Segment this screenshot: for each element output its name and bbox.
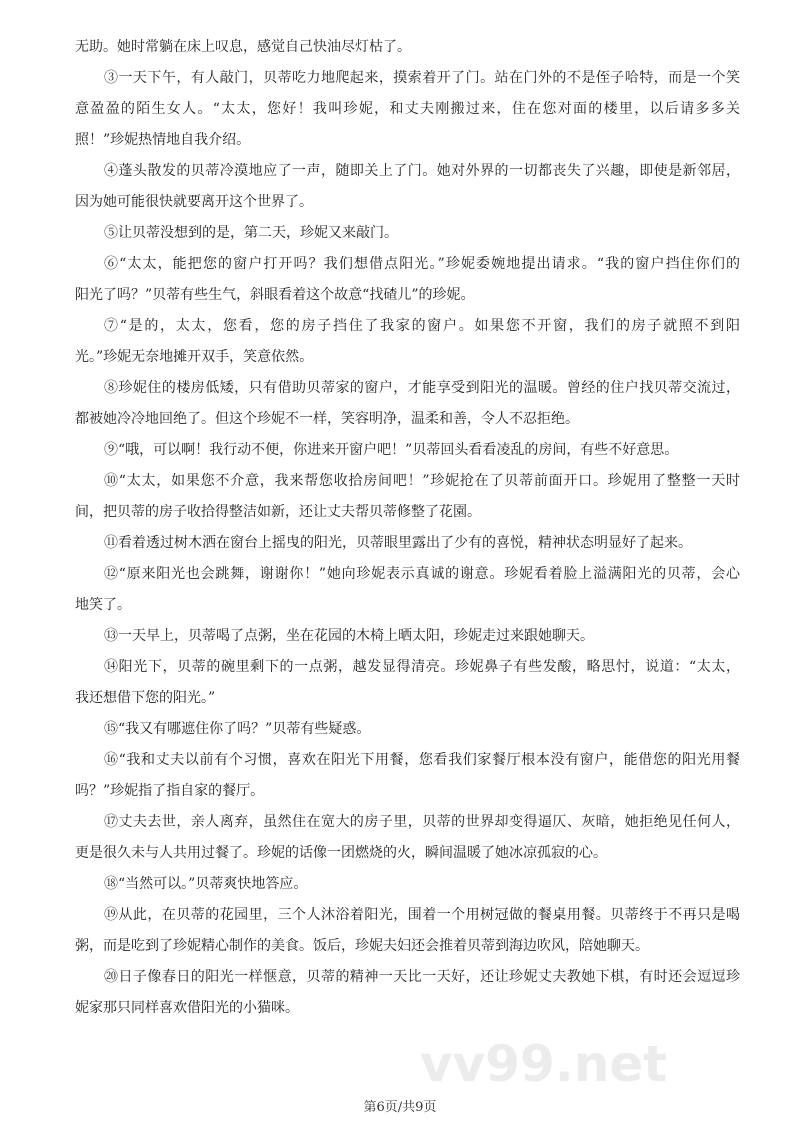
paragraph-line: ⑦“是的，太太，您看，您的房子挡住了我家的窗户。如果您不开窗，我们的房子就照不到阳 xyxy=(104,318,740,334)
paragraph-line: ⑬一天早上，贝蒂喝了点粥，坐在花园的木椅上晒太阳，珍妮走过来跟她聊天。 xyxy=(104,628,594,644)
paragraph xyxy=(75,714,740,745)
paragraph-line: 更是很久未与人共用过餐了。珍妮的话像一团燃烧的火，瞬间温暖了她冰凉孤寂的心。 xyxy=(75,845,607,861)
paragraph-line: 阳光了吗？”贝蒂有些生气，斜眼看着这个故意“找碴儿”的珍妮。 xyxy=(75,287,475,303)
paragraph-line: ⑨“哦，可以啊！我行动不便，你进来开窗户吧！”贝蒂回头看看凌乱的房间，有些不好意思。 xyxy=(104,442,679,458)
paragraph-line: 都被她冷冷地回绝了。但这个珍妮不一样，笑容明净，温柔和善，令人不忍拒绝。 xyxy=(75,411,579,427)
paragraph-line: ⑲从此，在贝蒂的花园里，三个人沐浴着阳光，围着一个用树冠做的餐桌用餐。贝蒂终于不再只是喝 xyxy=(104,907,740,923)
paragraph xyxy=(75,745,740,807)
page-number: 第6页/共9页 xyxy=(363,1100,437,1115)
paragraph-line: ⑮“我又有哪遮住你了吗？”贝蒂有些疑惑。 xyxy=(104,721,371,737)
paragraph xyxy=(75,249,740,311)
paragraph-line: 妮家那只同样喜欢借阳光的小猫咪。 xyxy=(75,1000,299,1016)
paragraph xyxy=(75,63,740,156)
paragraph xyxy=(75,373,740,435)
paragraph-line: ⑫“原来阳光也会跳舞，谢谢你！”她向珍妮表示真诚的谢意。珍妮看着脸上溢满阳光的贝蒂，会心 xyxy=(104,566,740,582)
paragraph-line: ③一天下午，有人敲门，贝蒂吃力地爬起来，摸索着开了门。站在门外的不是侄子哈特，而是一个笑 xyxy=(104,70,740,86)
paragraph-line: ⑥“太太，能把您的窗户打开吗？我们想借点阳光。”珍妮委婉地提出请求。“我的窗户挡住你们的 xyxy=(104,256,740,272)
paragraph xyxy=(75,528,740,559)
paragraph xyxy=(75,311,740,373)
paragraph-line: 因为她可能很快就要离开这个世界了。 xyxy=(75,194,313,210)
paragraph-line: ⑪看着透过树木洒在窗台上摇曳的阳光，贝蒂眼里露出了少有的喜悦，精神状态明显好了起来。 xyxy=(104,535,692,551)
paragraph-line: ⑯“我和丈夫以前有个习惯，喜欢在阳光下用餐，您看我们家餐厅根本没有窗户，能借您的阳光用餐 xyxy=(104,752,740,768)
paragraph xyxy=(75,807,740,869)
paragraph-line: 光。”珍妮无奈地摊开双手，笑意依然。 xyxy=(75,349,314,365)
paragraph-line: ⑳日子像春日的阳光一样惬意，贝蒂的精神一天比一天好，还让珍妮丈夫教她下棋，有时还会逗逗珍 xyxy=(104,969,740,985)
paragraph xyxy=(75,652,740,714)
paragraph xyxy=(75,435,740,466)
watermark: vv99.net xyxy=(420,1035,668,1093)
paragraph-line: ⑱“当然可以。”贝蒂爽快地答应。 xyxy=(104,876,308,892)
paragraph-line: ⑭阳光下，贝蒂的碗里剩下的一点粥，越发显得清亮。珍妮鼻子有些发酸，略思忖，说道：“太太， xyxy=(104,659,740,675)
paragraph-line: ④蓬头散发的贝蒂冷漠地应了一声，随即关上了门。她对外界的一切都丧失了兴趣，即使是新邻居， xyxy=(104,163,740,179)
paragraph-line: 我还想借下您的阳光。” xyxy=(75,690,216,706)
paragraph-line: 间，把贝蒂的房子收拾得整洁如新，还让丈夫帮贝蒂修整了花園。 xyxy=(75,504,481,520)
paragraph-line: ⑰丈夫去世，亲人离弃，虽然住在宽大的房子里，贝蒂的世界却变得逼仄、灰暗，她拒绝见任何人， xyxy=(104,814,740,830)
paragraph-line: 地笑了。 xyxy=(75,597,131,613)
paragraph-line: 意盈盈的陌生女人。“太太，您好！我叫珍妮，和丈夫刚搬过来，住在您对面的楼里，以后请多多关 xyxy=(75,101,740,117)
paragraph xyxy=(75,900,740,962)
paragraph xyxy=(75,466,740,528)
paragraph-line: 照！”珍妮热情地自我介绍。 xyxy=(75,132,251,148)
paragraph-line: ⑩“太太，如果您不介意，我来帮您收拾房间吧！”珍妮抢在了贝蒂前面开口。珍妮用了整整一天时 xyxy=(104,473,740,489)
paragraph xyxy=(75,559,740,621)
paragraph xyxy=(75,156,740,218)
paragraph-line: ⑤让贝蒂没想到的是，第二天，珍妮又来敲门。 xyxy=(104,225,398,241)
paragraph xyxy=(75,869,740,900)
paragraph-line: 无助。她时常躺在床上叹息，感觉自己快油尽灯枯了。 xyxy=(75,39,411,55)
paragraph-line: 粥，而是吃到了珍妮精心制作的美食。饭后，珍妮夫妇还会推着贝蒂到海边吹风，陪她聊天。 xyxy=(75,938,649,954)
paragraph-line: ⑧珍妮住的楼房低矮，只有借助贝蒂家的窗户，才能享受到阳光的温暖。曾经的住户找贝蒂交流过， xyxy=(104,380,740,396)
document-body xyxy=(75,32,740,1024)
paragraph-line: 吗？”珍妮指了指自家的餐厅。 xyxy=(75,783,265,799)
paragraph xyxy=(75,962,740,1024)
paragraph xyxy=(75,32,740,63)
paragraph xyxy=(75,621,740,652)
paragraph xyxy=(75,218,740,249)
